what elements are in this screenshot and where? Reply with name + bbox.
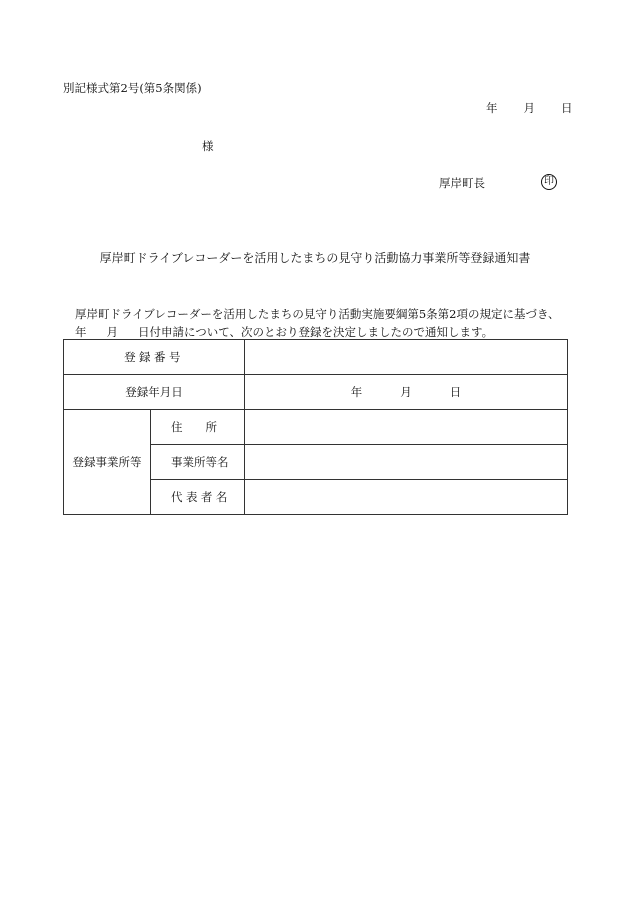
issue-date-month: 月 [523, 101, 535, 115]
issue-date [486, 100, 573, 116]
seal-mark: 印 [541, 174, 557, 190]
recipient-suffix: 様 [202, 139, 214, 153]
form-number: 別記様式第2号(第5条関係) [63, 81, 202, 95]
registration-date-value[interactable] [245, 375, 568, 410]
address-value[interactable] [245, 410, 568, 445]
table-row [64, 340, 568, 375]
registration-date-label: 登録年月日 [64, 375, 245, 410]
table-row [64, 375, 568, 410]
representative-label: 代表者名 [151, 480, 245, 515]
issue-date-year: 年 [486, 101, 498, 115]
issuer-name: 厚岸町長 [439, 176, 485, 190]
registration-number-value[interactable] [245, 340, 568, 375]
business-name-value[interactable] [245, 445, 568, 480]
body-text-line-2 [75, 324, 493, 340]
business-name-label: 事業所等名 [151, 445, 245, 480]
address-label: 住所 [151, 410, 245, 445]
body-rest: 日付申請について、次のとおり登録を決定しましたので通知します。 [138, 325, 494, 339]
body-text-line-1: 厚岸町ドライブレコーダーを活用したまちの見守り活動実施要綱第5条第2項の規定に基づき、 [75, 307, 560, 321]
registration-table [63, 339, 568, 515]
representative-value[interactable] [245, 480, 568, 515]
registration-date-year: 年 [350, 385, 363, 399]
registration-date-month: 月 [400, 385, 412, 399]
issue-date-day: 日 [561, 101, 573, 115]
registration-date-day: 日 [449, 385, 462, 399]
registration-number-label: 登録番号 [64, 340, 245, 375]
document-title: 厚岸町ドライブレコーダーを活用したまちの見守り活動協力事業所等登録通知書 [99, 251, 531, 265]
body-month: 月 [106, 325, 118, 339]
table-row [64, 410, 568, 445]
business-label: 登録事業所等 [64, 410, 151, 515]
body-year: 年 [75, 325, 87, 339]
